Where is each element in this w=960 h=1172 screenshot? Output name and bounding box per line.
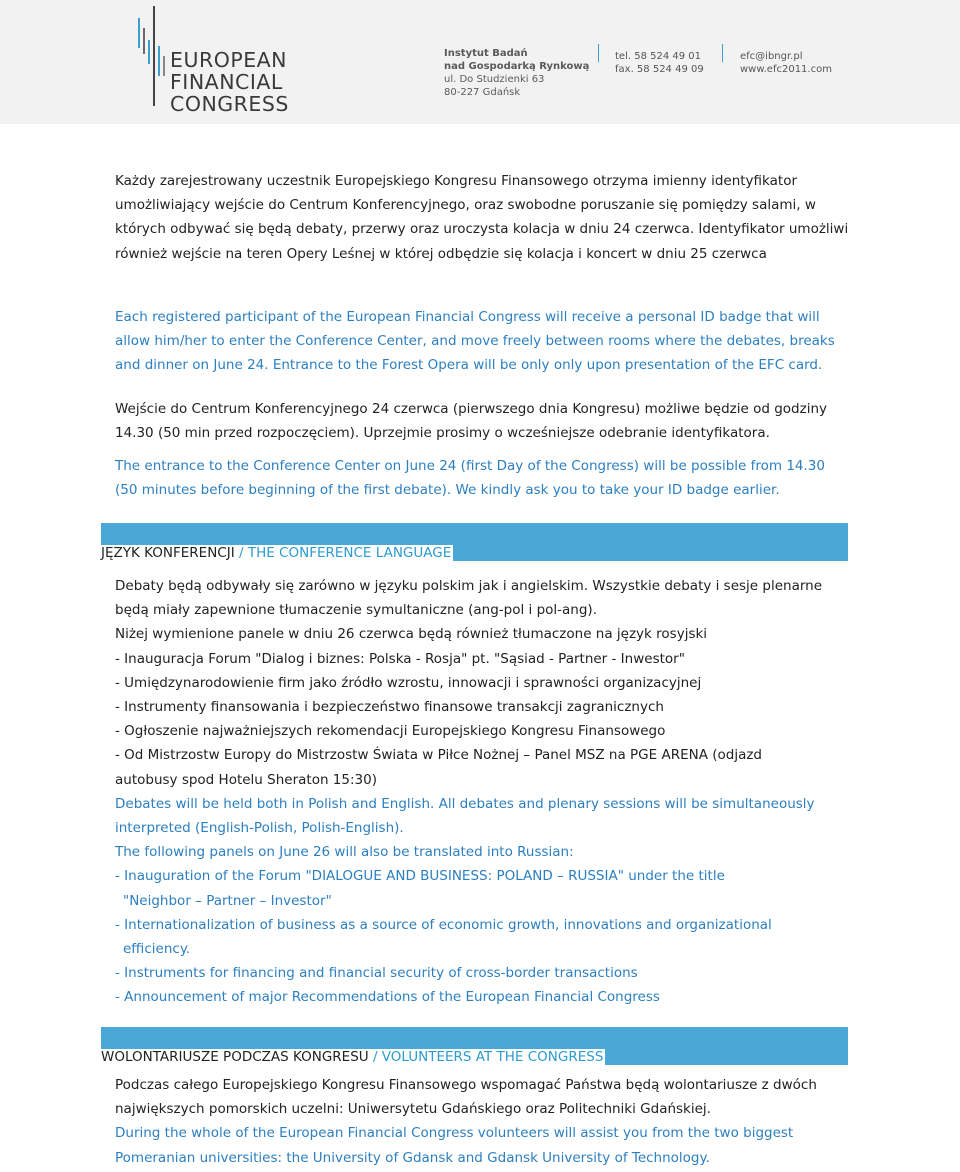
section-title — [101, 545, 453, 562]
web-block — [740, 50, 832, 76]
divider — [598, 44, 599, 62]
city-address: 80-227 Gdańsk — [444, 87, 521, 98]
street-address: ul. Do Studzienki 63 — [444, 74, 545, 85]
text-line: Debaty będą odbywały się zarówno w języku polskim jak i angielskim. Wszystkie debaty i sesje plenarne — [115, 578, 823, 594]
section-header-language — [101, 523, 848, 561]
list-item: - Announcement of major Recommendations of the European Financial Congress — [115, 989, 660, 1006]
text-line: interpreted (English-Polish, Polish-English). — [115, 820, 404, 837]
section-title-pl: JĘZYK KONFERENCJI — [101, 545, 235, 561]
list-item: - Instruments for financing and financial security of cross-border transactions — [115, 965, 638, 982]
letterhead — [0, 0, 960, 124]
institute-address — [444, 47, 589, 99]
text-line: Niżej wymienione panele w dniu 26 czerwca będą również tłumaczone na język rosyjski — [115, 626, 708, 643]
logo-wordmark — [170, 49, 289, 115]
list-item: - Inauguracja Forum "Dialog i biznes: Polska - Rosja" pt. "Sąsiad - Partner - Inwestor" — [115, 650, 685, 667]
intro-paragraph-en: Each registered participant of the European Financial Congress will receive a personal ID badge that will allow him/her to enter the Conference Center, and move freely between rooms where the debates, breaks and dinner on June 24. Entrance to the Forest Opera will be only only upon presentation of the EFC card. — [115, 309, 835, 374]
section-header-volunteers — [101, 1027, 848, 1065]
section-title-en: THE CONFERENCE LANGUAGE — [247, 545, 452, 561]
section-title-sep: / — [234, 545, 248, 561]
list-item: "Neighbor – Partner – Investor" — [123, 892, 332, 909]
list-item: efficiency. — [123, 941, 191, 958]
phone-block — [615, 50, 704, 76]
list-item: - Ogłoszenie najważniejszych rekomendacji Europejskiego Kongresu Finansowego — [115, 723, 666, 740]
volunteers-body — [115, 1073, 850, 1170]
divider — [722, 44, 723, 62]
text-line: The following panels on June 26 will also be translated into Russian: — [115, 844, 574, 861]
section-title-en: VOLUNTEERS AT THE CONGRESS — [381, 1049, 604, 1065]
website-link[interactable]: www.efc2011.com — [740, 64, 832, 75]
text-line: będą miały zapewnione tłumaczenie symultaniczne (ang-pol i pol-ang). — [115, 602, 597, 619]
institute-name-2: nad Gospodarką Rynkową — [444, 61, 590, 72]
text-line: Pomeranian universities: the University of Gdansk and Gdansk University of Technology. — [115, 1149, 710, 1166]
logo-line: CONGRESS — [170, 92, 289, 116]
list-item: - Inauguration of the Forum "DIALOGUE AND BUSINESS: POLAND – RUSSIA" under the title — [115, 868, 725, 885]
institute-name-1: Instytut Badań — [444, 48, 528, 59]
list-item: autobusy spod Hotelu Sheraton 15:30) — [115, 771, 377, 788]
fax-number: fax. 58 524 49 09 — [615, 64, 704, 75]
language-body — [115, 574, 850, 1010]
text-line: Podczas całego Europejskiego Kongresu Finansowego wspomagać Państwa będą wolontariusze z dwóch — [115, 1077, 817, 1093]
entry-paragraph-en: The entrance to the Conference Center on June 24 (first Day of the Congress) will be possible from 14.30 (50 minutes before beginning of the first debate). We kindly ask you to take your ID badge earlier. — [115, 458, 825, 499]
intro-paragraph-pl: Każdy zarejestrowany uczestnik Europejskiego Kongresu Finansowego otrzyma imienny identyfikator umożliwiający wejście do Centrum Konferencyjnego, oraz swobodne poruszanie się pomiędzy salami, w których odbywać się będą debaty, przerwy oraz uroczysta kolacja w dniu 24 czerwca. Identyfikator umożliwi również wejście na teren Opery Leśnej w której odbędzie się kolacja i koncert w dniu 25 czerwca — [115, 173, 849, 262]
section-title — [101, 1049, 605, 1066]
list-item: - Od Mistrzostw Europy do Mistrzostw Świata w Piłce Nożnej – Panel MSZ na PGE ARENA (odjazd — [115, 747, 762, 764]
text-line: During the whole of the European Financial Congress volunteers will assist you from the two biggest — [115, 1125, 794, 1142]
list-item: - Umiędzynarodowienie firm jako źródło wzrostu, innowacji i sprawności organizacyjnej — [115, 674, 702, 691]
logo-line: EUROPEAN — [170, 48, 288, 72]
email-link[interactable]: efc@ibngr.pl — [740, 51, 803, 62]
section-title-sep: / — [368, 1049, 382, 1065]
text-line: Debates will be held both in Polish and English. All debates and plenary sessions will be simultaneously — [115, 795, 815, 812]
list-item: - Internationalization of business as a source of economic growth, innovations and organizational — [115, 916, 772, 933]
text-line: największych pomorskich uczelni: Uniwersytetu Gdańskiego oraz Politechniki Gdańskiej. — [115, 1101, 711, 1118]
entry-paragraph-pl: Wejście do Centrum Konferencyjnego 24 czerwca (pierwszego dnia Kongresu) możliwe będzie od godziny 14.30 (50 min przed rozpoczęciem). Uprzejmie prosimy o wcześniejsze odebranie identyfikatora. — [115, 401, 827, 442]
list-item: - Instrumenty finansowania i bezpieczeństwo finansowe transakcji zagranicznych — [115, 699, 664, 716]
phone-number: tel. 58 524 49 01 — [615, 51, 702, 62]
section-title-pl: WOLONTARIUSZE PODCZAS KONGRESU — [101, 1049, 369, 1065]
logo-line: FINANCIAL — [170, 70, 283, 94]
